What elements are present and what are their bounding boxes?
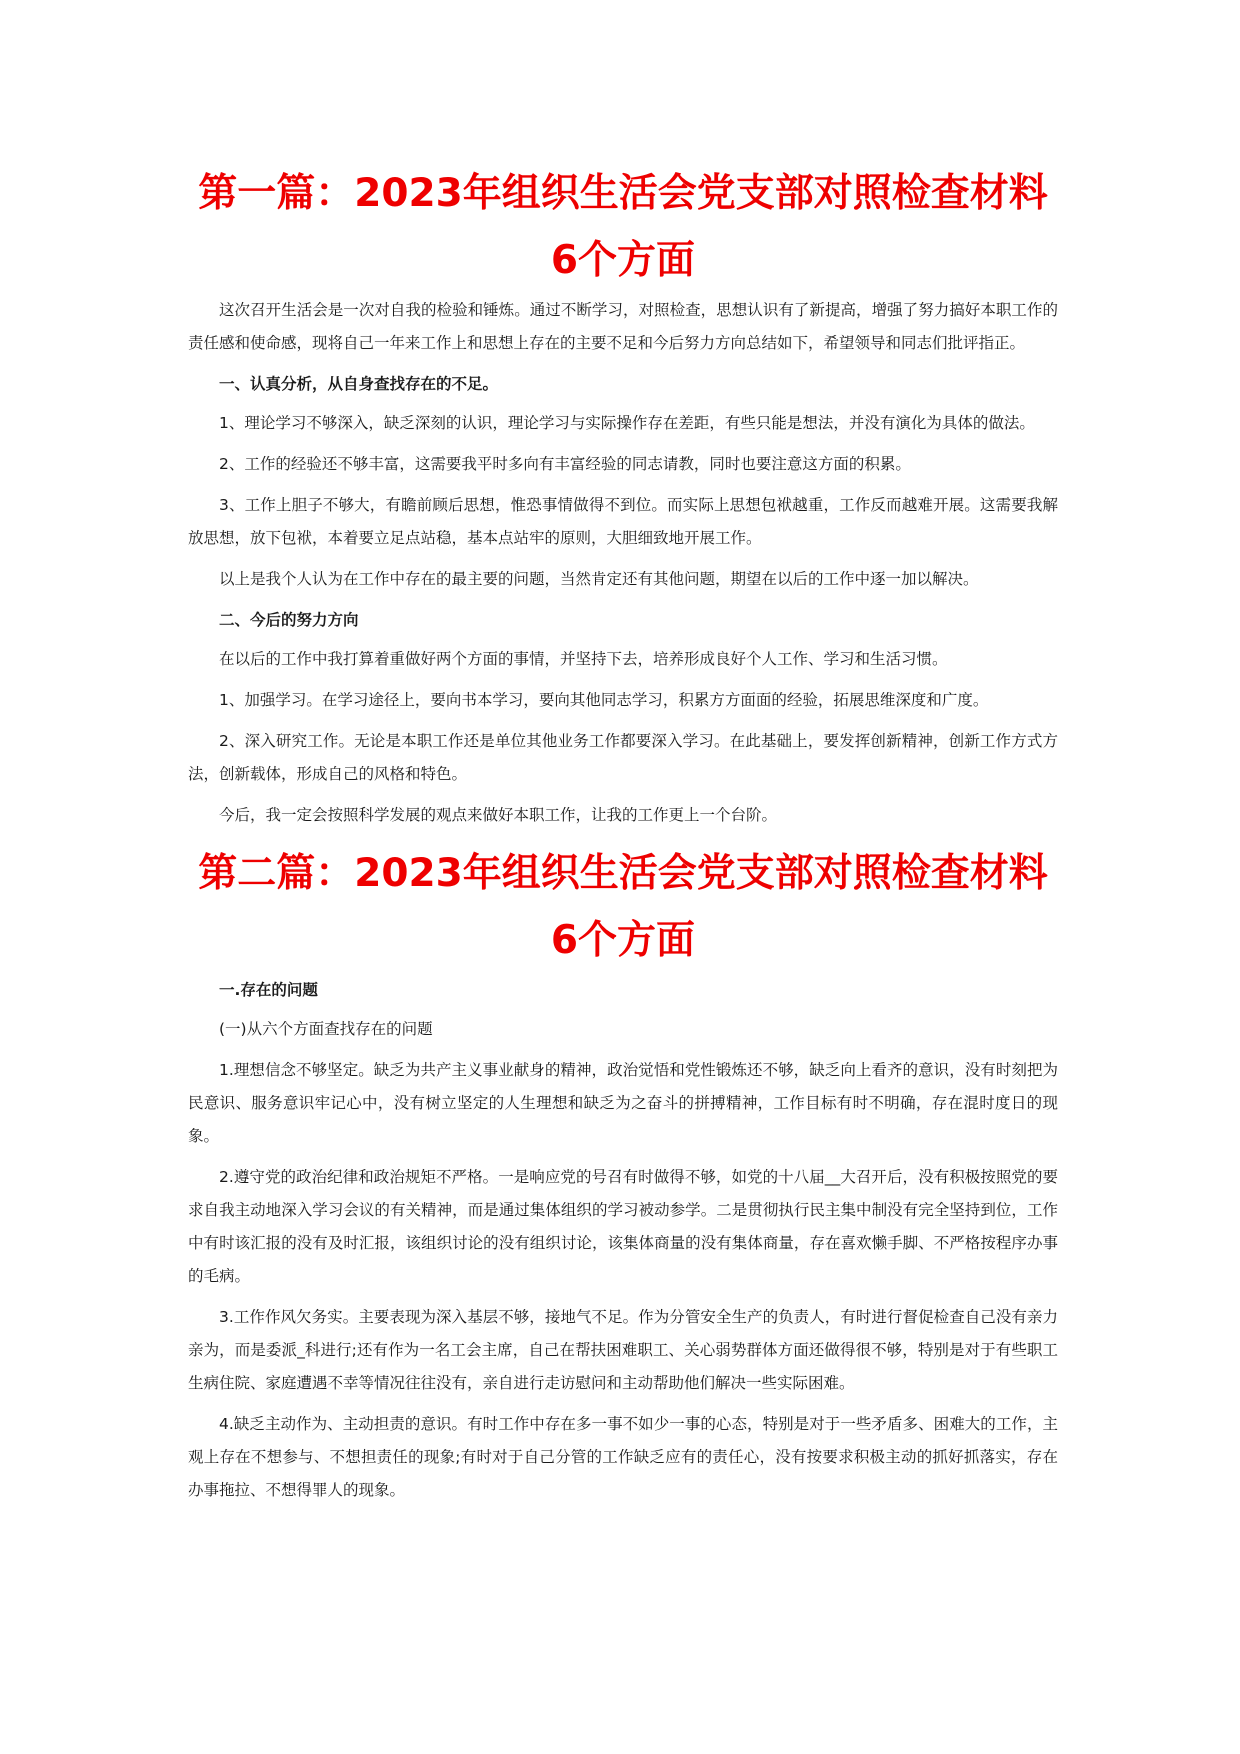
paragraph-summary: 以上是我个人认为在工作中存在的最主要的问题，当然肯定还有其他问题，期望在以后的工作中逐一加以解决。 [219, 570, 979, 588]
paragraph-item-2: 2、工作的经验还不够丰富，这需要我平时多向有丰富经验的同志请教，同时也要注意这方面的积累。 [219, 455, 911, 473]
section-heading-analysis: 一、认真分析，从自身查找存在的不足。 [219, 375, 499, 393]
paragraph-subheading: (一)从六个方面查找存在的问题 [219, 1020, 433, 1038]
paragraph-problem-2: 2.遵守党的政治纪律和政治规矩不严格。一是响应党的号召有时做得不够，如党的十八届__大召开后，没有积极按照党的要求自我主动地深入学习会议的有关精神，而是通过集体组织的学习被动参学。二是贯彻执行民主集中制没有完全坚持到位，工作中有时该汇报的没有及时汇报，该组织讨论的没有组织讨论，该集体商量的没有集体商量，存在喜欢懒手脚、不严格按程序办事的毛病。 [188, 1168, 1058, 1285]
paragraph-item-3: 3、工作上胆子不够大，有瞻前顾后思想，惟恐事情做得不到位。而实际上思想包袱越重，工作反而越难开展。这需要我解放思想，放下包袱，本着要立足点站稳，基本点站牢的原则，大胆细致地开展工作。 [188, 496, 1058, 547]
paragraph-direction-2: 2、深入研究工作。无论是本职工作还是单位其他业务工作都要深入学习。在此基础上，要发挥创新精神，创新工作方式方法，创新载体，形成自己的风格和特色。 [188, 732, 1058, 783]
paragraph-problem-3: 3.工作作风欠务实。主要表现为深入基层不够，接地气不足。作为分管安全生产的负责人，有时进行督促检查自己没有亲力亲为，而是委派_科进行;还有作为一名工会主席，自己在帮扶困难职工、关心弱势群体方面还做得很不够，特别是对于有些职工生病住院、家庭遭遇不幸等情况往往没有，亲自进行走访慰问和主动帮助他们解决一些实际困难。 [188, 1308, 1058, 1392]
paragraph-direction-1: 1、加强学习。在学习途径上，要向书本学习，要向其他同志学习，积累方方面面的经验，拓展思维深度和广度。 [219, 691, 989, 709]
section-heading-direction: 二、今后的努力方向 [219, 611, 359, 629]
section-heading-problems: 一.存在的问题 [219, 981, 318, 999]
article-2-title: 第二篇：2023年组织生活会党支部对照检查材料6个方面 [198, 851, 1048, 963]
paragraph-item-1: 1、理论学习不够深入，缺乏深刻的认识，理论学习与实际操作存在差距，有些只能是想法，并没有演化为具体的做法。 [219, 414, 1035, 432]
article-1-intro: 这次召开生活会是一次对自我的检验和锤炼。通过不断学习，对照检查，思想认识有了新提高，增强了努力搞好本职工作的责任感和使命感，现将自己一年来工作上和思想上存在的主要不足和今后努力方向总结如下，希望领导和同志们批评指正。 [188, 301, 1058, 352]
paragraph-direction-intro: 在以后的工作中我打算着重做好两个方面的事情，并坚持下去，培养形成良好个人工作、学习和生活习惯。 [219, 650, 948, 668]
paragraph-problem-4: 4.缺乏主动作为、主动担责的意识。有时工作中存在多一事不如少一事的心态，特别是对于一些矛盾多、困难大的工作，主观上存在不想参与、不想担责任的现象;有时对于自己分管的工作缺乏应有的责任心，没有按要求积极主动的抓好抓落实，存在办事拖拉、不想得罪人的现象。 [188, 1415, 1058, 1499]
paragraph-conclusion: 今后，我一定会按照科学发展的观点来做好本职工作，让我的工作更上一个台阶。 [219, 806, 778, 824]
paragraph-problem-1: 1.理想信念不够坚定。缺乏为共产主义事业献身的精神，政治觉悟和党性锻炼还不够，缺乏向上看齐的意识，没有时刻把为民意识、服务意识牢记心中，没有树立坚定的人生理想和缺乏为之奋斗的拼搏精神，工作目标有时不明确，存在混时度日的现象。 [188, 1061, 1058, 1145]
document-page [188, 160, 1058, 1515]
article-1-title: 第一篇：2023年组织生活会党支部对照检查材料6个方面 [198, 171, 1048, 283]
